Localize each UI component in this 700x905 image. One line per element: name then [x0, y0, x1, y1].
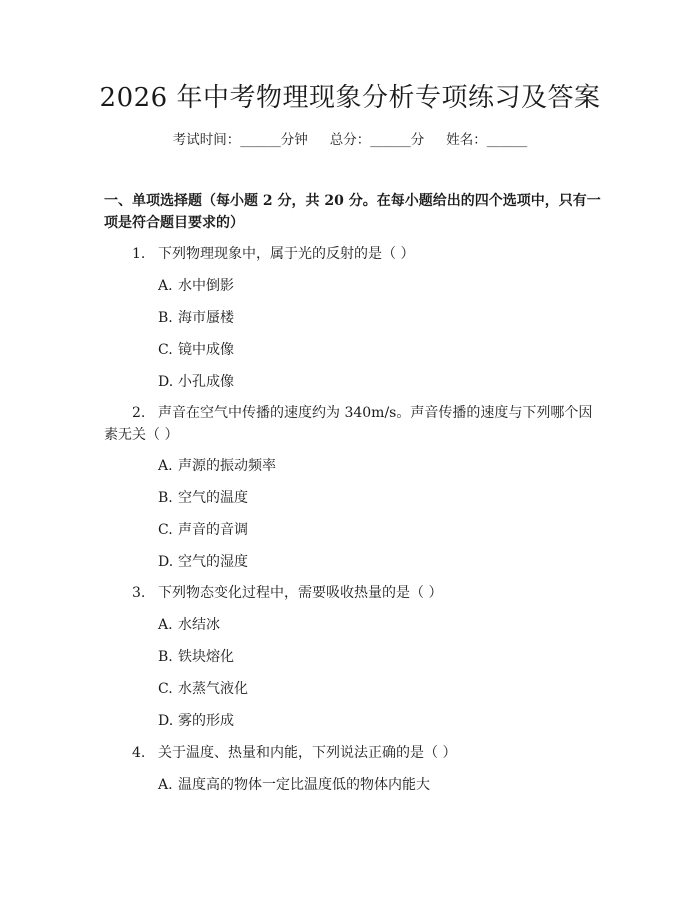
question-3-option-d: [158, 710, 598, 732]
question-number: 1.: [132, 246, 146, 262]
option-text: 铁块熔化: [178, 649, 234, 665]
option-text: 水蒸气液化: [178, 681, 248, 697]
question-3: [104, 582, 598, 604]
question-3-option-b: [158, 646, 598, 668]
option-text: 温度高的物体一定比温度低的物体内能大: [178, 777, 430, 793]
option-letter: A.: [158, 278, 173, 294]
option-letter: B.: [158, 490, 173, 506]
option-text: 海市蜃楼: [178, 310, 234, 326]
total-score-field: 总分：______分: [329, 132, 425, 148]
exam-info-line: [0, 130, 700, 150]
question-2-option-d: [158, 551, 598, 573]
question-2: [104, 402, 598, 446]
question-number: 2.: [132, 405, 146, 421]
page-title: 2026 年中考物理现象分析专项练习及答案: [99, 83, 601, 113]
question-3-option-c: [158, 678, 598, 700]
question-number: 3.: [132, 585, 146, 601]
question-4: [104, 742, 598, 764]
option-letter: A.: [158, 777, 173, 793]
option-letter: B.: [158, 310, 173, 326]
section-heading: 一、单项选择题（每小题 2 分，共 20 分。在每小题给出的四个选项中，只有一项是符合题目要求的）: [104, 193, 601, 231]
question-text: 下列物理现象中，属于光的反射的是（ ）: [158, 246, 415, 262]
question-4-option-a: [158, 774, 598, 796]
option-text: 空气的湿度: [178, 554, 248, 570]
option-letter: B.: [158, 649, 173, 665]
student-name-field: 姓名：______: [446, 132, 528, 148]
option-letter: C.: [158, 342, 173, 358]
option-text: 声源的振动频率: [178, 458, 276, 474]
question-1-option-c: [158, 339, 598, 361]
option-letter: A.: [158, 617, 173, 633]
option-letter: D.: [158, 554, 174, 570]
exam-time-field: 考试时间：______分钟: [172, 132, 308, 148]
question-text: 声音在空气中传播的速度约为 340m/s。声音传播的速度与下列哪个因素无关（ ）: [104, 405, 593, 443]
question-1-option-d: [158, 371, 598, 393]
option-letter: D.: [158, 374, 174, 390]
question-2-option-b: [158, 487, 598, 509]
option-text: 声音的音调: [178, 522, 248, 538]
question-number: 4.: [132, 745, 146, 761]
question-1: [104, 243, 598, 265]
question-1-option-a: [158, 275, 598, 297]
question-text: 关于温度、热量和内能，下列说法正确的是（ ）: [158, 745, 457, 761]
option-text: 雾的形成: [178, 713, 234, 729]
option-text: 镜中成像: [178, 342, 234, 358]
question-1-option-b: [158, 307, 598, 329]
question-text: 下列物态变化过程中，需要吸收热量的是（ ）: [158, 585, 443, 601]
option-letter: A.: [158, 458, 173, 474]
option-text: 水结冰: [178, 617, 220, 633]
question-3-option-a: [158, 614, 598, 636]
option-letter: C.: [158, 681, 173, 697]
option-text: 空气的温度: [178, 490, 248, 506]
option-letter: D.: [158, 713, 174, 729]
option-text: 小孔成像: [178, 374, 234, 390]
option-letter: C.: [158, 522, 173, 538]
option-text: 水中倒影: [178, 278, 234, 294]
question-2-option-a: [158, 455, 598, 477]
question-2-option-c: [158, 519, 598, 541]
